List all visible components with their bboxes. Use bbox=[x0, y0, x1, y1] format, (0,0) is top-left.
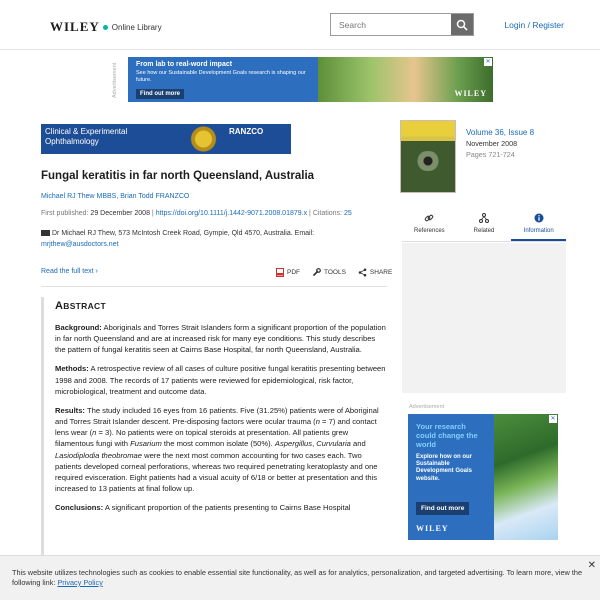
results-text-eq1: = 7) and contact lens wear ( bbox=[55, 417, 377, 438]
citations-label: Citations: bbox=[312, 210, 342, 217]
article-tools bbox=[276, 268, 392, 277]
close-icon[interactable]: ✕ bbox=[587, 560, 596, 571]
side-ad-headline: Your research could change the world bbox=[416, 422, 478, 449]
side-ad-close-icon[interactable]: ✕ bbox=[550, 416, 556, 422]
results-label: Results: bbox=[55, 405, 85, 415]
cookie-message bbox=[12, 568, 587, 588]
results-n1: n bbox=[315, 417, 320, 427]
pdf-button[interactable] bbox=[276, 268, 300, 277]
side-ad-subtext: Explore how on our Sustainable Development Goals website. bbox=[416, 454, 473, 482]
results-text-2: = 3). No patients were on topical steroids at presentation. All patients grew filamentous fungi with bbox=[55, 428, 349, 449]
results-lasiodiplodia: Lasiodiplodia theobromae bbox=[55, 450, 142, 460]
side-ad-label: Advertisement bbox=[409, 404, 445, 410]
side-ad-find-out-more-button[interactable]: Find out more bbox=[416, 502, 469, 515]
conclusions-text: A significant proportion of the patients presenting to Cairns Base Hospital bbox=[104, 503, 351, 513]
divider bbox=[41, 286, 387, 287]
publication-info: First published: 29 December 2008 | https://doi.org/10.1111/j.1442-9071.2008.01879.x | Citations: 25 bbox=[41, 210, 352, 217]
issue-info bbox=[466, 127, 534, 161]
read-full-label: Read the full text bbox=[41, 268, 94, 275]
issue-date: November 2008 bbox=[466, 139, 518, 148]
results-fusarium: Fusarium bbox=[130, 439, 162, 449]
wiley-logo[interactable] bbox=[50, 19, 162, 35]
journal-banner-title bbox=[41, 124, 181, 154]
abstract-heading-rest: BSTRACT bbox=[63, 301, 106, 311]
tab-information[interactable] bbox=[511, 210, 566, 241]
pub-date: 29 December 2008 bbox=[90, 210, 150, 217]
cover-eye-icon bbox=[413, 151, 443, 171]
link-icon bbox=[424, 213, 434, 223]
citations-count[interactable]: 25 bbox=[343, 210, 352, 217]
results-text-4: were the next most common accounting for two cases each. Two patients developed corneal perforations, whereas two required penetrating keratoplasty and one required evisceration. Eight patients had a visual acuity of 6/18 or better at presentation and this increased to 13 patients at final follow up. bbox=[55, 450, 378, 494]
journal-banner[interactable] bbox=[41, 124, 291, 154]
network-icon bbox=[479, 213, 489, 223]
results-comma: , bbox=[312, 439, 317, 449]
email-link[interactable]: mrjthew@ausdoctors.net bbox=[41, 240, 119, 248]
site-header bbox=[0, 0, 600, 50]
side-advertisement[interactable] bbox=[408, 414, 558, 540]
correspondence-address: Dr Michael RJ Thew, 573 McIntosh Creek Road, Gympie, Qld 4570, Australia. Email: bbox=[52, 230, 315, 237]
background-label: Background: bbox=[55, 323, 102, 332]
tab-information-label: Information bbox=[523, 228, 554, 234]
abstract-heading bbox=[55, 300, 387, 312]
pdf-icon bbox=[276, 268, 284, 277]
pub-label: First published: bbox=[41, 210, 89, 217]
ad-headline: From lab to real-word impact bbox=[136, 61, 233, 68]
journal-cover-image[interactable] bbox=[400, 120, 456, 193]
read-full-text-link[interactable]: Read the full text › bbox=[41, 268, 98, 275]
search-input[interactable] bbox=[331, 14, 451, 35]
search-button[interactable] bbox=[451, 14, 473, 35]
eye-logo-icon bbox=[181, 124, 226, 154]
wrench-icon bbox=[312, 268, 321, 277]
conclusions-label: Conclusions: bbox=[55, 503, 104, 513]
tab-references-label: References bbox=[413, 228, 445, 234]
abstract-background bbox=[55, 322, 387, 355]
share-icon bbox=[358, 268, 367, 277]
cookie-banner bbox=[0, 555, 600, 600]
sidebar-tabs bbox=[402, 210, 566, 242]
ranzco-logo: RANZCO bbox=[229, 127, 264, 136]
results-curvularia: Curvularia bbox=[316, 439, 351, 449]
journal-title-line1: Clinical & Experimental bbox=[45, 127, 128, 136]
methods-text: A retrospective review of all cases of culture positive fungal keratitis presenting between 1998 and 2008. The records of 17 patients were reviewed for epidemiological, risk factor, microbiological, treatment and outcome data. bbox=[55, 364, 386, 396]
login-register-link[interactable]: Login / Register bbox=[504, 20, 564, 30]
logo-subtitle: Online Library bbox=[111, 22, 162, 32]
methods-label: Methods: bbox=[55, 364, 89, 374]
results-and: and bbox=[350, 439, 366, 449]
abstract-methods bbox=[55, 363, 387, 396]
article-authors[interactable]: Michael RJ Thew MBBS, Brian Todd FRANZCO bbox=[41, 193, 190, 200]
side-ad-photo bbox=[494, 414, 558, 540]
ad-label: Advertisement bbox=[112, 62, 118, 98]
cookie-text: This website utilizes technologies such as cookies to enable essential site functionality, as well as for analytics, personalization, and targeted advertising. To learn more, view the following link: bbox=[12, 568, 583, 587]
doi-link[interactable]: https://doi.org/10.1111/j.1442-9071.2008.01879.x bbox=[155, 210, 308, 217]
envelope-icon bbox=[41, 230, 50, 236]
issue-volume-link[interactable]: Volume 36, Issue 8 bbox=[466, 128, 535, 137]
ad-close-icon[interactable]: ✕ bbox=[485, 59, 491, 65]
background-text: Aboriginals and Torres Strait Islanders form a significant proportion of the population in far north Queensland and are at increased risk for many eye conditions. This study describes the pattern of fungal keratitis seen at Cairns Base Hospital, far north Queensland, Australia. bbox=[55, 323, 386, 355]
logo-wordmark: WILEY bbox=[50, 19, 100, 34]
search-icon bbox=[456, 19, 468, 31]
tab-references[interactable] bbox=[402, 210, 457, 241]
share-button[interactable] bbox=[358, 268, 392, 277]
journal-title-line2: Ophthalmology bbox=[45, 136, 99, 146]
info-icon bbox=[534, 213, 544, 223]
tab-related-label: Related bbox=[473, 228, 495, 234]
side-ad-brand: WILEY bbox=[416, 524, 449, 533]
correspondence bbox=[41, 229, 381, 250]
side-ad-copy bbox=[416, 422, 486, 483]
results-aspergillus: Aspergillus bbox=[274, 439, 313, 449]
tools-label: TOOLS bbox=[324, 269, 346, 276]
share-label: SHARE bbox=[369, 269, 393, 276]
ad-copy bbox=[136, 61, 316, 84]
results-text-3: the most common isolate (50%). bbox=[161, 439, 275, 449]
information-panel bbox=[402, 243, 566, 393]
abstract-conclusions bbox=[55, 502, 387, 513]
abstract-heading-cap: A bbox=[55, 300, 64, 312]
search-bar bbox=[330, 13, 474, 36]
tab-related[interactable] bbox=[457, 210, 512, 241]
article-title: Fungal keratitis in far north Queensland, Australia bbox=[41, 170, 315, 182]
tools-button[interactable] bbox=[312, 268, 346, 277]
abstract-section bbox=[41, 297, 387, 557]
results-n2: n bbox=[92, 428, 97, 438]
ad-subtext: See how our Sustainable Development Goals research is shaping our future. bbox=[136, 70, 306, 83]
issue-pages: Pages 721-724 bbox=[466, 149, 515, 159]
ad-brand: WILEY bbox=[454, 89, 487, 98]
logo-dot-icon bbox=[103, 25, 108, 30]
ad-find-out-more-button[interactable]: Find out more bbox=[136, 89, 184, 99]
abstract-results bbox=[55, 405, 387, 494]
privacy-policy-link[interactable]: Privacy Policy bbox=[57, 577, 103, 587]
top-advertisement[interactable] bbox=[128, 57, 493, 102]
pdf-label: PDF bbox=[287, 269, 300, 276]
results-text-1: The study included 16 eyes from 16 patients. Five (31.25%) patients were of Aboriginal and Torres Strait Islander descent. Pre-disposing factors were ocular trauma ( bbox=[55, 405, 379, 427]
